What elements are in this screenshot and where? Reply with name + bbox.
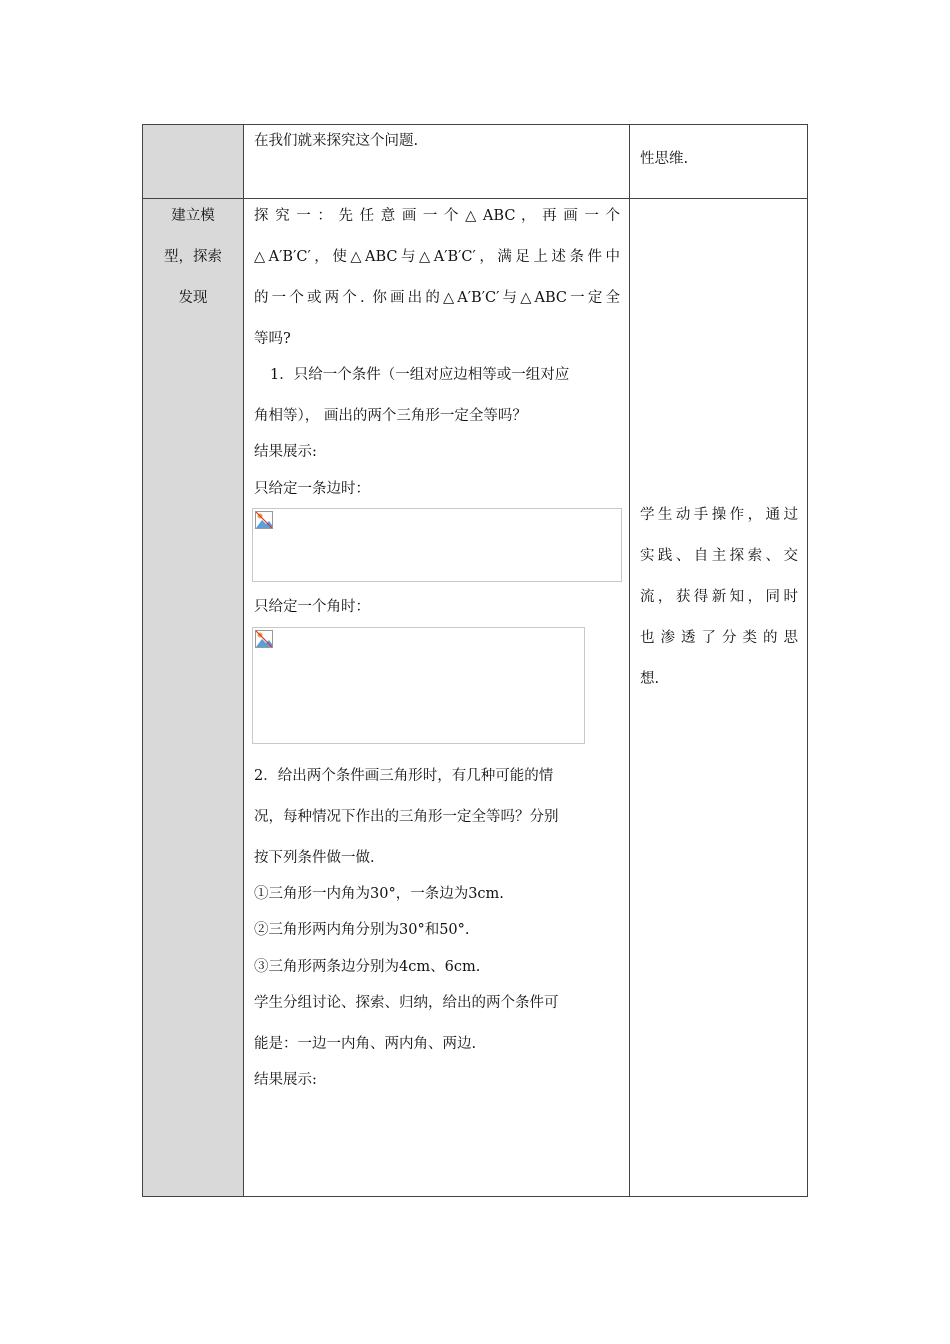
table-row-divider: [142, 198, 808, 199]
table-col-divider-1: [243, 124, 244, 1197]
right-note-line-4: 也 渗 透 了 分 类 的 思: [640, 630, 798, 646]
question-1-line-2: 角相等）， 画出的两个三角形一定全等吗？: [254, 408, 527, 424]
right-note-line-1: 学生动手操作，通过: [640, 507, 798, 523]
left-column-row1: [143, 125, 243, 198]
table-border-bottom: [142, 1196, 808, 1197]
explore-line-1: 探 究 一 ： 先 任 意 画 一 个 △ ABC ， 再 画 一 个: [254, 208, 620, 224]
table-border-top: [142, 124, 808, 125]
explore-line-2: △A′B′C′，使△ABC与△A′B′C′，满足上述条件中: [254, 249, 620, 265]
condition-1: ①三角形一内角为30°，一条边为3cm.: [254, 886, 504, 902]
table-col-divider-2: [629, 124, 630, 1197]
discuss-line-2: 能是：一边一内角、两内角、两边.: [254, 1036, 477, 1052]
image-placeholder-one-side: [252, 508, 622, 582]
right-note-line-5: 想.: [640, 671, 660, 687]
condition-3: ③三角形两条边分别为4cm、6cm.: [254, 959, 481, 975]
row1-right-text: 性思维.: [640, 151, 689, 167]
row1-middle-text: 在我们就来探究这个问题.: [254, 133, 419, 149]
result-label-1: 结果展示:: [254, 444, 317, 460]
table-border-right: [807, 124, 808, 1197]
table-border-left: [142, 124, 143, 1197]
right-note-line-2: 实践、自主探索、交: [640, 548, 798, 564]
section-label-line-3: 发现: [178, 290, 208, 306]
right-note-line-3: 流，获得新知，同时: [640, 589, 798, 605]
question-2-line-1: 2．给出两个条件画三角形时，有几种可能的情: [254, 768, 554, 784]
question-2-line-3: 按下列条件做一做.: [254, 850, 375, 866]
discuss-line-1: 学生分组讨论、探索、归纳，给出的两个条件可: [254, 995, 559, 1011]
left-column-row2: [143, 199, 243, 1196]
section-label-line-1: 建立模: [171, 208, 215, 224]
result-label-2: 结果展示:: [254, 1072, 317, 1088]
explore-line-4: 等吗?: [254, 331, 291, 347]
section-label-line-2: 型，探索: [164, 249, 222, 265]
broken-image-icon: [255, 630, 273, 648]
explore-line-3: 的一个或两个. 你画出的△A′B′C′与△ABC一定全: [254, 290, 620, 306]
question-2-line-2: 况，每种情况下作出的三角形一定全等吗？分别: [254, 809, 559, 825]
condition-2: ②三角形两内角分别为30°和50°.: [254, 922, 470, 938]
image-placeholder-one-angle: [252, 627, 585, 744]
one-angle-label: 只给定一个角时：: [254, 599, 370, 615]
question-1-line-1: 1．只给一个条件（一组对应边相等或一组对应: [270, 367, 570, 383]
broken-image-icon: [255, 511, 273, 529]
one-side-label: 只给定一条边时：: [254, 481, 370, 497]
